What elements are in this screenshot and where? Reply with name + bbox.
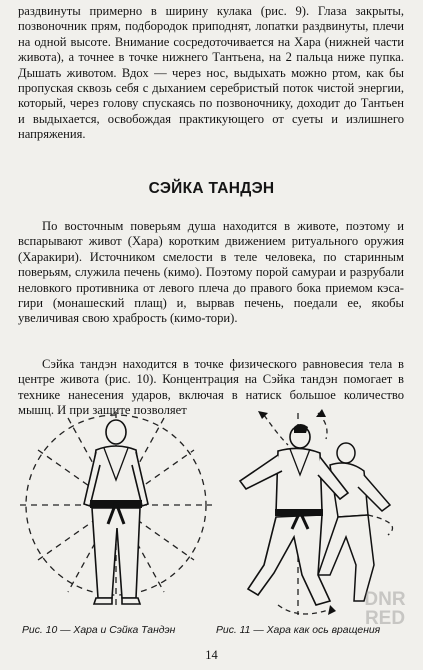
paragraph-3: Сэйка тандэн находится в точке физического равновесия тела в центре живота (рис. 10). Концентрация на Сэйка тандэн помогает в технике нанесения ударов, включая в натиск большое количество мышц. И при защите позволяет: [18, 357, 404, 418]
page-number: 14: [205, 648, 218, 662]
section-heading: СЭЙКА ТАНДЭН: [148, 180, 275, 197]
figure-10-illustration: [18, 410, 214, 620]
figure-11-caption: Рис. 11 — Хара как ось вращения: [216, 625, 381, 636]
watermark-logo: DNR RED: [364, 589, 406, 629]
paragraph-2: По восточным поверьям душа находится в животе, поэтому и вспарывают живот (Хара) коротким движением ритуального оружия (Харакири). Источником смелости в теле человека, по старинным поверьям, служила печень (кимо). Поэтому порой самураи и разрубали неловкого противника от левого плеча до правого бока приемом кэса-гири (монашеский плащ) и, вырвав печень, поедали ее, якобы увеличивая свою храбрость (кимо-тори).: [18, 219, 404, 326]
paragraph-1: раздвинуты примерно в ширину кулака (рис. 9). Глаза закрыты, позвоночник прям, подбородок приподнят, лопатки раздвинуты, плечи на одной высоте. Внимание сосредоточивается на Хара (нижней части живота), а точнее в точке нижнего Тантьена, на 2 пальца ниже пупка. Дышать животом. Вдох — через нос, выдыхать можно ртом, как бы пропуская сквозь себя с дыханием серебристый поток чистой энергии, который, через голову спускаясь по позвоночнику, доходит до Тантьен и выдыхается, освобождая практикующего от суеты и излишнего напряжения.: [18, 4, 404, 142]
figure-10-caption: Рис. 10 — Хара и Сэйка Тандэн: [22, 625, 176, 636]
